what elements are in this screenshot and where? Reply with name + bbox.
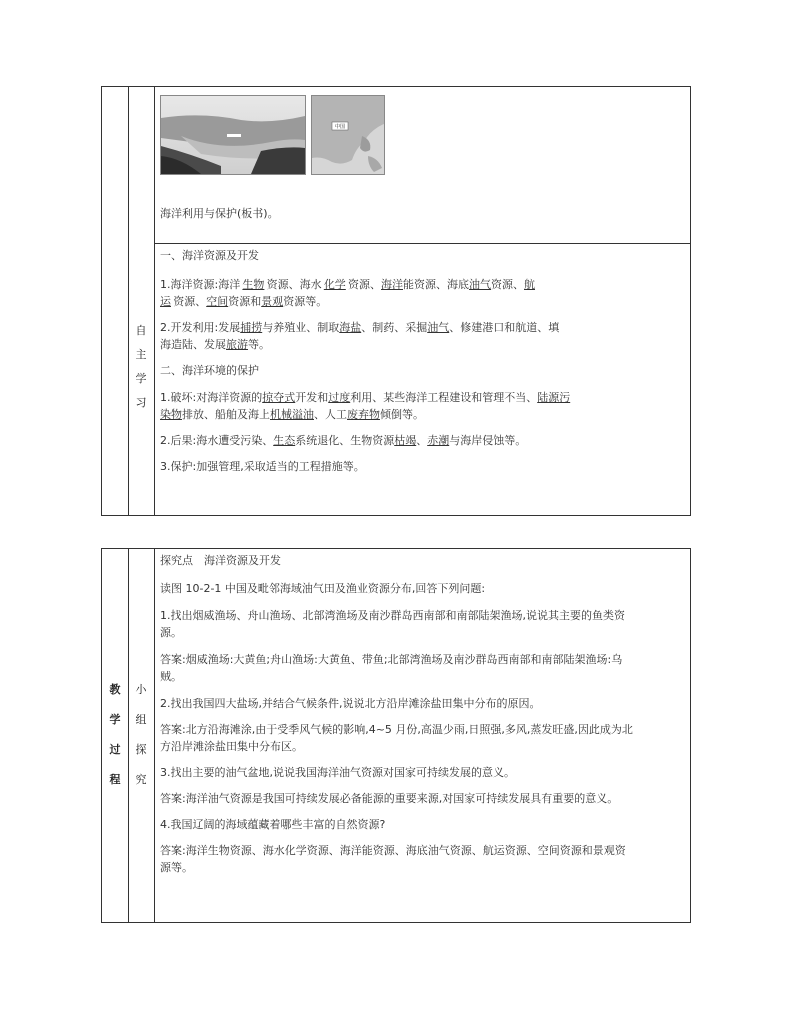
answer-4: 答案:海洋生物资源、海水化学资源、海洋能资源、海底油气资源、航运资源、空间资源和景观资 源等。 bbox=[160, 844, 626, 874]
section-label-column bbox=[128, 87, 155, 515]
teaching-process-table bbox=[101, 548, 691, 923]
outer-label-column bbox=[102, 87, 129, 515]
inquiry-intro: 读图 10-2-1 中国及毗邻海域油气田及渔业资源分布,回答下列问题: bbox=[160, 582, 486, 595]
inquiry-content bbox=[160, 552, 684, 876]
board-note: 海洋利用与保护(板书)。 bbox=[160, 207, 279, 220]
map-label: 中国 bbox=[334, 124, 346, 130]
coast-photo bbox=[160, 95, 306, 175]
teaching-process-column bbox=[102, 549, 129, 922]
row-divider bbox=[154, 243, 690, 244]
self-study-content bbox=[160, 247, 684, 475]
heading-environment-protection: 二、海洋环境的保护 bbox=[160, 364, 259, 377]
answer-2: 答案:北方沿海滩涂,由于受季风气候的影响,4~5 月份,高温少雨,日照强,多风,蒸发旺盛,因此成为北 方沿岸滩涂盐田集中分布区。 bbox=[160, 723, 633, 753]
teaching-process-label: 教 学 过 程 bbox=[109, 683, 121, 786]
study-table bbox=[101, 86, 691, 516]
answer-1: 答案:烟威渔场:大黄鱼;舟山渔场:大黄鱼、带鱼;北部湾渔场及南沙群岛西南部和南部陆架渔场:乌 贼。 bbox=[160, 653, 623, 683]
china-map-thumbnail bbox=[311, 95, 385, 175]
group-inquiry-column bbox=[128, 549, 155, 922]
item-damage: 1.破坏:对海洋资源的掠夺式开发和过度利用、某些海洋工程建设和管理不当、陆源污 染物排放、船舶及海上机械溢油、人工废弃物倾倒等。 bbox=[160, 391, 571, 421]
inquiry-title: 探究点 海洋资源及开发 bbox=[160, 554, 281, 567]
question-1: 1.找出烟威渔场、舟山渔场、北部湾渔场及南沙群岛西南部和南部陆架渔场,说说其主要的鱼类资 源。 bbox=[160, 609, 625, 639]
answer-3: 答案:海洋油气资源是我国可持续发展必备能源的重要来源,对国家可持续发展具有重要的意义。 bbox=[160, 792, 619, 805]
item-consequences: 2.后果:海水遭受污染、生态系统退化、生物资源枯竭、赤潮与海岸侵蚀等。 bbox=[160, 434, 527, 447]
question-2: 2.找出我国四大盐场,并结合气候条件,说说北方沿岸滩涂盐田集中分布的原因。 bbox=[160, 697, 541, 710]
self-study-label: 自 主 学 习 bbox=[135, 324, 147, 409]
item-protection: 3.保护:加强管理,采取适当的工程措施等。 bbox=[160, 460, 365, 473]
item-development: 2.开发利用:发展捕捞与养殖业、制取海盐、制药、采掘油气、修建港口和航道、填 海造陆、发展旅游等。 bbox=[160, 321, 560, 351]
heading-marine-resources: 一、海洋资源及开发 bbox=[160, 249, 259, 262]
item-marine-resources: 1.海洋资源:海洋 生物 资源、海水 化学 资源、海洋能资源、海底油气资源、航 运 资源、空间资源和景观资源等。 bbox=[160, 278, 536, 308]
question-3: 3.找出主要的油气盆地,说说我国海洋油气资源对国家可持续发展的意义。 bbox=[160, 766, 515, 779]
question-4: 4.我国辽阔的海域蕴藏着哪些丰富的自然资源? bbox=[160, 818, 386, 831]
group-inquiry-label: 小 组 探 究 bbox=[135, 683, 147, 786]
